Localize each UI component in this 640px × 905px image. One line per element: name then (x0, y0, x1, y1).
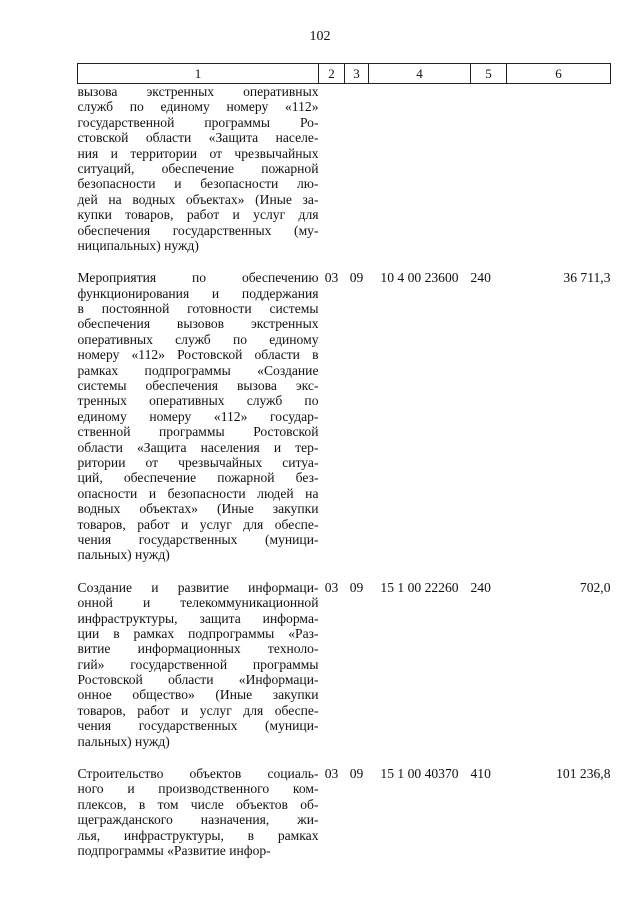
row-description (78, 84, 319, 271)
row-section-code: 03 (324, 579, 339, 595)
description-line: ственной программы Ростовской (77, 424, 319, 440)
header-col-3: 3 (345, 64, 369, 84)
description-line: тренных оперативных служб по (77, 393, 319, 409)
description-line: товаров, работ и услуг для обеспе- (77, 516, 319, 532)
page-number: 102 (309, 29, 331, 44)
row-expense-type: 240 (470, 579, 491, 595)
row-description (78, 270, 319, 579)
description-line: Строительство объектов социаль- (77, 766, 319, 782)
description-line: ситуаций, обеспечение пожарной (77, 160, 319, 176)
row-subsection-code: 09 (349, 579, 364, 595)
description-line: номеру «112» Ростовской области в (77, 347, 319, 363)
row-section-code (319, 84, 345, 271)
description-line: дей на водных объектах» (Иные за- (77, 191, 319, 207)
row-target-article: 15 1 00 22260 (380, 579, 459, 595)
description-line: чения государственных (муници- (77, 718, 319, 734)
description-line: обеспечения государственных (му- (77, 222, 319, 238)
description-line: Мероприятия по обеспечению (77, 270, 319, 286)
description-line: ного и производственного ком- (77, 781, 319, 797)
description-line: Ростовской области «Информаци- (77, 672, 319, 688)
description-line: в постоянной готовности системы (77, 301, 319, 317)
header-col-1: 1 (78, 64, 319, 84)
description-line: ниципальных) нужд) (77, 237, 199, 253)
description-line: товаров, работ и услуг для обеспе- (77, 702, 319, 718)
row-section-code: 03 (324, 766, 339, 782)
row-section-code: 03 (324, 270, 339, 286)
description-line: водных объектах» (Иные закупки (77, 501, 319, 517)
row-amount (507, 84, 611, 271)
description-line: безопасности и безопасности лю- (77, 176, 319, 192)
description-line: опасности и безопасности людей на (77, 485, 319, 501)
description-line: витие информационных техноло- (77, 641, 319, 657)
description-line: инфраструктуры, защита информа- (77, 610, 319, 626)
row-expense-type: 410 (470, 766, 491, 782)
header-col-4: 4 (369, 64, 471, 84)
row-target-article (369, 84, 471, 271)
description-line: обеспечения вызовов экстренных (77, 316, 319, 332)
table-row (78, 580, 611, 766)
table-row (78, 270, 611, 579)
row-expense-type: 240 (470, 270, 491, 286)
table-row (78, 84, 611, 271)
row-expense-type (471, 84, 507, 271)
row-amount: 36 711,3 (563, 270, 611, 286)
header-col-2: 2 (319, 64, 345, 84)
description-line: подпрограммы «Развитие инфор- (77, 842, 271, 858)
description-line: онное общество» (Иные закупки (77, 687, 319, 703)
description-line: гий» государственной программы (77, 656, 319, 672)
row-description (78, 766, 319, 858)
description-line: пальных) нужд) (77, 733, 170, 749)
row-subsection-code: 09 (349, 766, 364, 782)
description-line: ритории от чрезвычайных ситуа- (77, 454, 319, 470)
row-subsection-code: 09 (349, 270, 364, 286)
description-line: Создание и развитие информаци- (77, 579, 319, 595)
table-body (78, 84, 611, 859)
description-line: плексов, в том числе объектов об- (77, 796, 319, 812)
description-line: онной и телекоммуникационной (77, 595, 319, 611)
description-line: служб по единому номеру «112» (77, 99, 319, 115)
description-line: ния и территории от чрезвычайных (77, 145, 319, 161)
row-amount: 702,0 (579, 579, 611, 595)
row-target-article: 10 4 00 23600 (380, 270, 459, 286)
description-line: государственной программы Ро- (77, 114, 319, 130)
row-subsection-code (345, 84, 369, 271)
row-target-article: 15 1 00 40370 (380, 766, 459, 782)
description-line: вызова экстренных оперативных (77, 84, 319, 99)
row-description (78, 580, 319, 766)
description-line: ций, обеспечение пожарной без- (77, 470, 319, 486)
description-line: оперативных служб по единому (77, 331, 319, 347)
description-line: лья, инфраструктуры, в рамках (77, 827, 319, 843)
description-line: пальных) нужд) (77, 547, 170, 563)
description-line: купки товаров, работ и услуг для (77, 207, 319, 223)
header-col-5: 5 (471, 64, 507, 84)
description-line: единому номеру «112» государ- (77, 408, 319, 424)
row-amount: 101 236,8 (556, 766, 611, 782)
description-line: ции в рамках подпрограммы «Раз- (77, 625, 319, 641)
description-line: чения государственных (муници- (77, 531, 319, 547)
description-line: щегражданского назначения, жи- (77, 812, 319, 828)
header-col-6: 6 (507, 64, 611, 84)
description-line: системы обеспечения вызова экс- (77, 378, 319, 394)
description-line: области «Защита населения и тер- (77, 439, 319, 455)
description-line: стовской области «Защита населе- (77, 130, 319, 146)
table-header-row (78, 64, 611, 84)
budget-table (77, 63, 611, 858)
description-line: рамках подпрограммы «Создание (77, 362, 319, 378)
table-row (78, 766, 611, 858)
description-line: функционирования и поддержания (77, 285, 319, 301)
